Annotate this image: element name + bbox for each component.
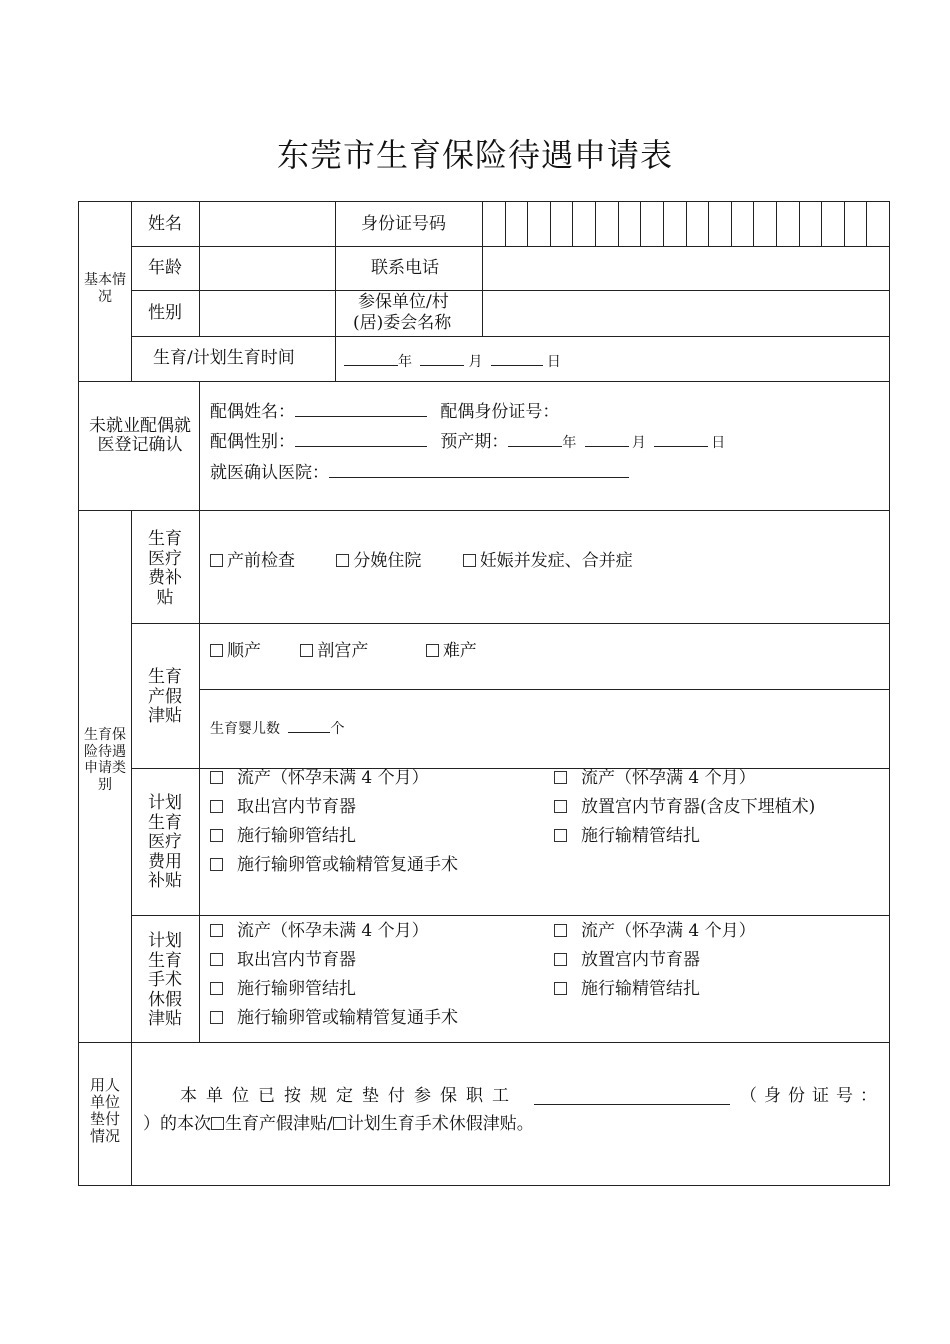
family-leave-option-label: 流产（怀孕未满 4 个月） (237, 921, 429, 941)
family-leave-option[interactable] (210, 1007, 458, 1036)
checkbox-icon (554, 771, 567, 784)
family-leave-option[interactable] (554, 920, 756, 949)
id-cell-divider (618, 201, 619, 246)
age-label: 年龄 (148, 258, 182, 278)
page-title: 东莞市生育保险待遇申请表 (276, 136, 673, 174)
checkbox-icon (554, 953, 567, 966)
checkbox-icon (210, 1011, 223, 1024)
checkbox-icon (210, 829, 223, 842)
family-medical-option-label: 施行输卵管或输精管复通手术 (237, 855, 458, 875)
gender-field[interactable] (201, 292, 333, 335)
name-field[interactable] (201, 203, 333, 245)
family-leave-option-label: 施行输卵管结扎 (237, 979, 356, 999)
maternity-leave-label: 生育产假津贴 (148, 667, 182, 726)
spouse-row-1 (210, 400, 559, 423)
difficult-birth-checkbox[interactable]: 难产 (426, 641, 477, 661)
family-planning-leave-label: 计划生育手术休假津贴 (148, 931, 182, 1029)
family-medical-option-label: 流产（怀孕满 4 个月） (581, 768, 756, 788)
id-cell-divider (821, 201, 822, 246)
id-cell-divider (731, 201, 732, 246)
family-planning-medical-label: 计划生育医疗费用补贴 (148, 793, 182, 891)
id-cell-divider (505, 201, 506, 246)
hospital-label: 就医确认医院： (210, 463, 329, 483)
family-leave-option-label: 放置宫内节育器 (581, 950, 700, 970)
due-date-label: 预产期： (440, 432, 509, 452)
phone-field[interactable] (484, 248, 887, 289)
spouse-name-label: 配偶姓名： (210, 402, 295, 422)
id-number-label: 身份证号码 (361, 214, 446, 234)
unit-name-field[interactable] (484, 292, 887, 335)
checkbox-icon (210, 982, 223, 995)
family-medical-option[interactable] (554, 825, 815, 854)
medical-options (210, 550, 633, 572)
family-leave-left-options (210, 920, 458, 1036)
employer-line1-text: 本单位已按规定垫付参保职工 (180, 1086, 518, 1106)
spouse-name-field[interactable] (295, 400, 427, 417)
family-medical-option[interactable] (210, 767, 458, 796)
checkbox-icon (210, 924, 223, 937)
spouse-gender-field[interactable] (295, 430, 427, 447)
family-medical-option[interactable] (210, 825, 458, 854)
basic-section-label: 基本情况 (84, 272, 126, 305)
family-leave-right-options (554, 920, 756, 1007)
natural-birth-checkbox[interactable]: 顺产 (210, 641, 261, 661)
id-cell-divider (595, 201, 596, 246)
family-leave-option[interactable] (210, 920, 458, 949)
family-leave-option-label: 施行输卵管或输精管复通手术 (237, 1008, 458, 1028)
id-cell-divider (663, 201, 664, 246)
unit-label-line1: 参保单位/村 (358, 292, 449, 312)
employer-section-label: 用人单位垫付情况 (89, 1076, 120, 1145)
spouse-row-3 (210, 461, 629, 484)
birth-date-field[interactable]: 年 月 日 (344, 349, 561, 373)
employer-surgery-leave-checkbox[interactable]: 计划生育手术休假津贴。 (333, 1114, 534, 1134)
id-cell-divider (550, 201, 551, 246)
employer-line1-end: （身份证号： (740, 1086, 884, 1106)
babies-count-field[interactable] (288, 716, 330, 733)
checkbox-icon (554, 829, 567, 842)
id-cell-divider (527, 201, 528, 246)
checkbox-icon (554, 800, 567, 813)
checkbox-icon (554, 924, 567, 937)
id-cell-divider (640, 201, 641, 246)
family-leave-option-label: 取出宫内节育器 (237, 950, 356, 970)
cesarean-checkbox[interactable]: 剖宫产 (300, 641, 368, 661)
unit-label-line2: (居)委会名称 (353, 313, 452, 333)
checkbox-icon (210, 858, 223, 871)
family-leave-option[interactable] (210, 978, 458, 1007)
id-cell-divider (753, 201, 754, 246)
babies-count-row: 生育婴儿数 个 (210, 716, 344, 740)
id-cell-divider (776, 201, 777, 246)
family-medical-right-options (554, 767, 815, 854)
category-section-label: 生育保险待遇申请类别 (84, 727, 126, 793)
employee-name-field[interactable] (534, 1088, 730, 1105)
prenatal-checkbox[interactable]: 产前检查 (210, 551, 295, 571)
family-leave-option-label: 施行输精管结扎 (581, 979, 700, 999)
family-medical-option-label: 取出宫内节育器 (237, 797, 356, 817)
family-leave-option-label: 流产（怀孕满 4 个月） (581, 921, 756, 941)
medical-subsidy-label: 生育医疗费补贴 (148, 529, 182, 608)
complication-checkbox[interactable]: 妊娠并发症、合并症 (463, 551, 633, 571)
family-medical-option-label: 放置宫内节育器(含皮下埋植术) (581, 797, 816, 817)
checkbox-icon (210, 771, 223, 784)
delivery-type-options (210, 640, 477, 662)
family-leave-option[interactable] (554, 978, 756, 1007)
family-medical-option[interactable] (554, 767, 815, 796)
birth-time-label: 生育/计划生育时间 (153, 348, 295, 368)
id-cell-divider (572, 201, 573, 246)
hospital-field[interactable] (329, 461, 629, 478)
spouse-section-label: 未就业配偶就医登记确认 (89, 416, 191, 455)
family-medical-option[interactable] (554, 796, 815, 825)
babies-count-label: 生育婴儿数 (210, 721, 280, 737)
id-cell-divider (844, 201, 845, 246)
id-cell-divider (799, 201, 800, 246)
family-medical-option[interactable] (210, 796, 458, 825)
name-label: 姓名 (148, 214, 182, 234)
spouse-id-label: 配偶身份证号： (440, 402, 560, 422)
checkbox-icon (210, 800, 223, 813)
spouse-row-2: 配偶性别： 预产期： 年 月 日 (210, 432, 726, 452)
employer-line2: ）的本次 生育产假津贴/ 计划生育手术休假津贴。 (143, 1114, 534, 1134)
phone-label: 联系电话 (371, 258, 439, 278)
family-medical-option-label: 施行输精管结扎 (581, 826, 700, 846)
age-field[interactable] (201, 248, 333, 289)
id-cell-divider (686, 201, 687, 246)
family-leave-option[interactable] (210, 949, 458, 978)
family-medical-option[interactable] (210, 854, 458, 883)
id-cell-divider (866, 201, 867, 246)
delivery-checkbox[interactable]: 分娩住院 (336, 551, 421, 571)
family-leave-option[interactable] (554, 949, 756, 978)
spouse-gender-label: 配偶性别： (210, 432, 295, 452)
checkbox-icon (554, 982, 567, 995)
gender-label: 性别 (148, 303, 182, 323)
family-medical-option-label: 施行输卵管结扎 (237, 826, 356, 846)
id-cell-divider (708, 201, 709, 246)
checkbox-icon (210, 953, 223, 966)
family-medical-left-options (210, 767, 458, 883)
family-medical-option-label: 流产（怀孕未满 4 个月） (237, 768, 429, 788)
employer-leave-checkbox[interactable]: 生育产假津贴/ (211, 1114, 333, 1134)
